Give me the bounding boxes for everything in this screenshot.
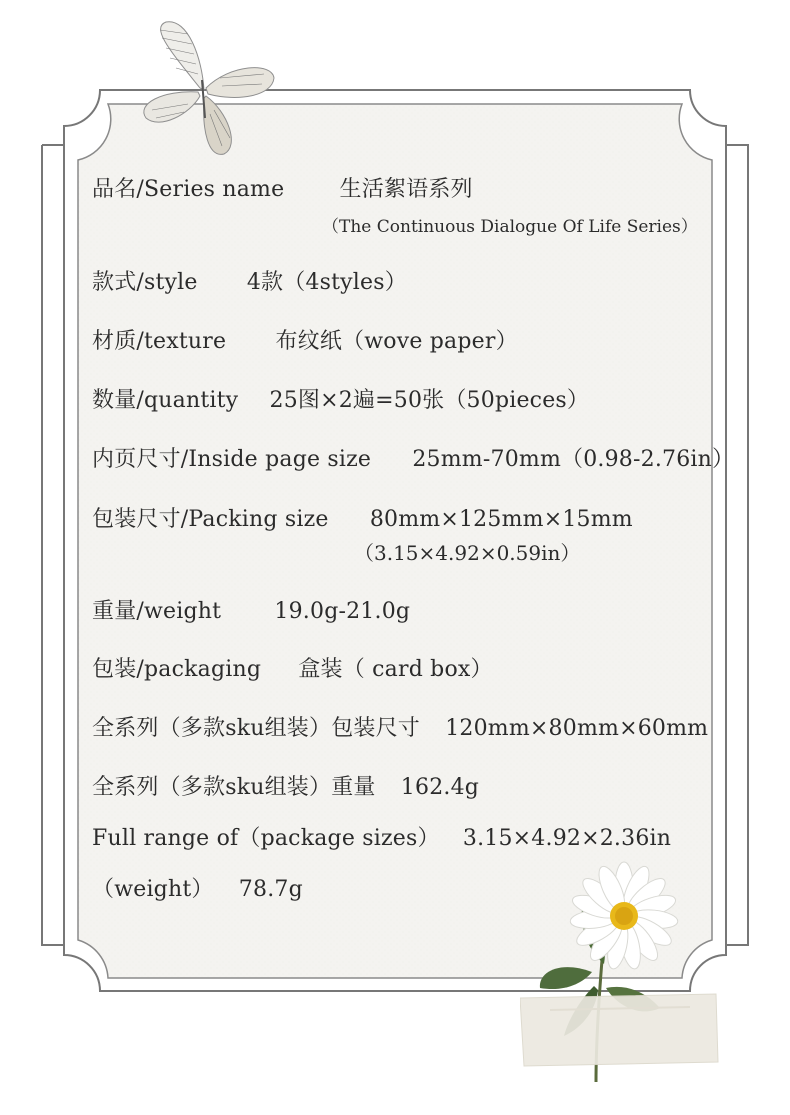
spec-value: 生活絮语系列	[339, 177, 473, 202]
series-name-english: （The Continuous Dialogue Of Life Series）	[322, 217, 698, 237]
spec-packing-size	[92, 502, 633, 533]
spec-label: Full range of（package sizes）	[92, 826, 440, 851]
daisy-flower-icon	[520, 860, 720, 1085]
spec-value: 162.4g	[400, 775, 480, 800]
spec-value: 80mm×125mm×15mm	[369, 507, 633, 532]
spec-packaging	[92, 652, 493, 683]
spec-label: 包装/packaging	[92, 657, 262, 682]
washi-tape	[520, 994, 718, 1066]
spec-value: 78.7g	[238, 877, 303, 902]
spec-label: 包装尺寸/Packing size	[92, 507, 329, 532]
spec-label: 材质/texture	[92, 329, 227, 354]
spec-label: 品名/Series name	[92, 177, 285, 202]
spec-value: 19.0g-21.0g	[274, 599, 411, 624]
spec-label: （weight）	[92, 877, 214, 902]
spec-full-series-size	[92, 711, 708, 742]
spec-style	[92, 265, 407, 296]
spec-value: 25图×2遍=50张（50pieces）	[269, 388, 590, 413]
spec-value: 4款（4styles）	[246, 270, 407, 295]
newspaper-butterfly-icon	[132, 18, 282, 163]
spec-value: 盒装（ card box）	[298, 657, 493, 682]
spec-inside-page-size	[92, 442, 734, 473]
spec-label: 重量/weight	[92, 599, 222, 624]
spec-value: 3.15×4.92×2.36in	[462, 826, 672, 851]
packing-size-inches: （3.15×4.92×0.59in）	[354, 541, 581, 565]
spec-series-name	[92, 172, 473, 203]
spec-texture	[92, 324, 518, 355]
spec-full-range-weight	[92, 872, 303, 903]
spec-value: 布纹纸（wove paper）	[275, 329, 518, 354]
spec-value: 120mm×80mm×60mm	[445, 716, 709, 741]
spec-value: 25mm-70mm（0.98-2.76in）	[412, 447, 735, 472]
spec-full-series-weight	[92, 770, 479, 801]
spec-label: 款式/style	[92, 270, 198, 295]
spec-weight	[92, 594, 410, 625]
spec-label: 数量/quantity	[92, 388, 239, 413]
spec-full-range-size	[92, 821, 671, 852]
spec-quantity	[92, 383, 589, 414]
spec-label: 全系列（多款sku组装）包装尺寸	[92, 716, 420, 741]
spec-label: 全系列（多款sku组装）重量	[92, 775, 376, 800]
spec-label: 内页尺寸/Inside page size	[92, 447, 372, 472]
